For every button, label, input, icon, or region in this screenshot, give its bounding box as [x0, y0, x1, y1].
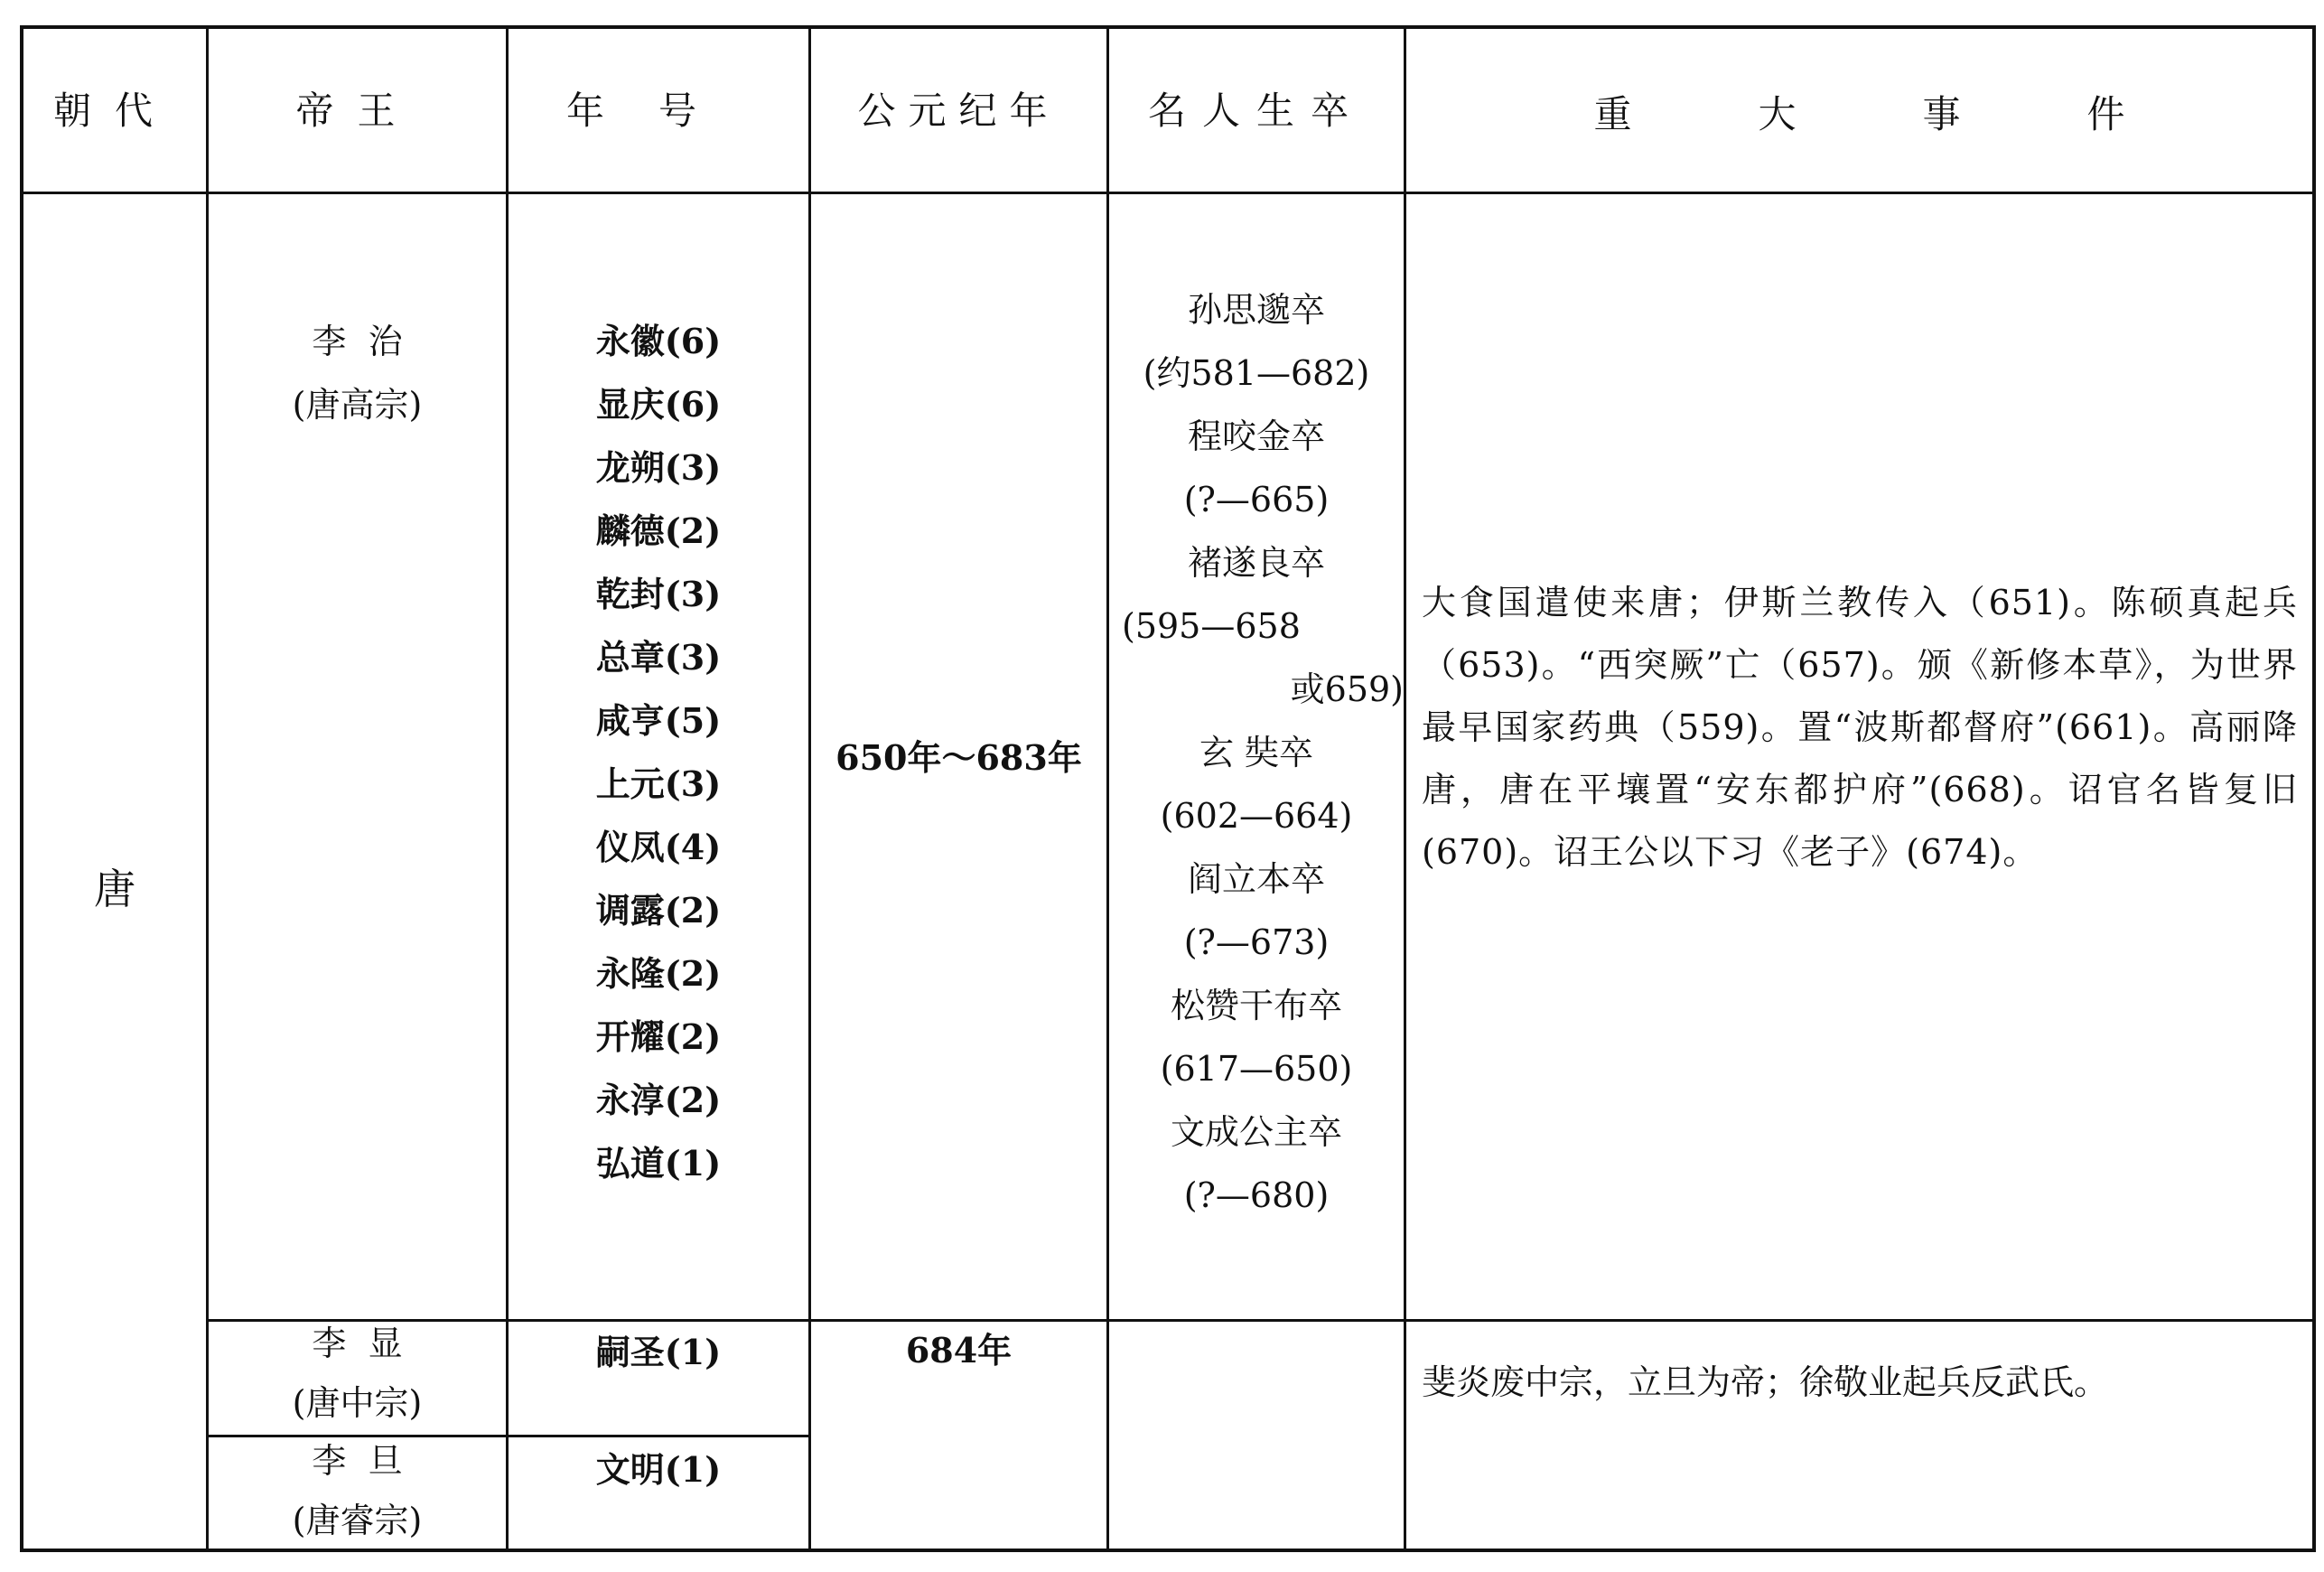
rule-left [20, 25, 23, 1551]
rule-header [20, 192, 2316, 194]
era-item: 显庆(6) [595, 384, 722, 425]
rule-right [2312, 25, 2316, 1551]
emperor-name: 李 治 [312, 322, 403, 361]
death-entry: 松赞干布卒 [1170, 986, 1342, 1025]
era-item: 开耀(2) [595, 1016, 722, 1057]
death-entry: (约581—682) [1143, 353, 1370, 393]
era-ruizong: 文明(1) [595, 1449, 722, 1490]
death-entry: (?—680) [1183, 1175, 1330, 1215]
emperor-name: 李 旦 [312, 1441, 403, 1481]
death-entry: (?—665) [1183, 480, 1330, 519]
death-entry: 阎立本卒 [1187, 859, 1325, 899]
death-entry: (602—664) [1160, 796, 1353, 836]
emperor-gaozong [209, 310, 506, 436]
death-entry: (617—650) [1160, 1049, 1353, 1089]
era-item: 调露(2) [595, 890, 722, 931]
era-item: 仪凤(4) [595, 827, 722, 867]
era-zhongzong: 嗣圣(1) [595, 1332, 722, 1372]
emperor-title: (唐睿宗) [292, 1501, 423, 1540]
rule-col-5 [1404, 25, 1406, 1551]
era-item: 总章(3) [595, 637, 722, 678]
header-famous-deaths: 名人生卒 [1147, 89, 1365, 133]
era-item: 上元(3) [595, 763, 722, 804]
era-item: 乾封(3) [595, 574, 722, 614]
rule-row-1 [206, 1319, 2316, 1322]
ce-years-gaozong: 650年～683年 [835, 737, 1082, 778]
header-era: 年号 [565, 89, 751, 133]
chronology-table [20, 25, 2316, 1551]
header-major-events: 重大事件 [1593, 92, 2252, 136]
death-entry: 文成公主卒 [1170, 1112, 1342, 1152]
era-item: 永徽(6) [595, 321, 722, 361]
death-entry: 褚遂良卒 [1187, 543, 1325, 583]
rule-top [20, 25, 2316, 29]
era-item: 弘道(1) [595, 1143, 722, 1184]
death-entry: (595—658 [1122, 606, 1301, 646]
events-zhongzong: 斐炎废中宗，立旦为帝；徐敬业起兵反武氏。 [1422, 1362, 2109, 1402]
header-dynasty: 朝代 [52, 89, 176, 133]
header-ce-years: 公元纪年 [857, 89, 1060, 133]
era-item: 咸亨(5) [595, 700, 722, 741]
death-entry: 玄 奘卒 [1199, 733, 1314, 772]
era-item: 麟德(2) [595, 510, 722, 551]
emperor-name: 李 显 [312, 1324, 403, 1363]
ce-years-zhongzong: 684年 [905, 1330, 1013, 1371]
death-entry: 孙思邈卒 [1187, 290, 1325, 330]
era-item: 永淳(2) [595, 1080, 722, 1120]
death-entry: 或659) [1290, 669, 1404, 709]
emperor-zhongzong [209, 1314, 506, 1433]
emperor-title: (唐中宗) [292, 1383, 423, 1423]
deaths-list [1109, 278, 1404, 1227]
death-entry: 程咬金卒 [1187, 416, 1325, 456]
era-item: 永隆(2) [595, 953, 722, 994]
era-list [509, 310, 808, 1195]
emperor-title: (唐高宗) [292, 385, 423, 425]
death-entry: (?—673) [1183, 922, 1330, 962]
events-gaozong: 大食国遣使来唐；伊斯兰教传入（651)。陈硕真起兵（653)。“西突厥”亡（657)。颁《新修本草》，为世界最早国家药典（559)。置“波斯都督府”(661)。高丽降唐，唐在平壤置“安东都护府”(668)。诏官名皆复旧(670)。诏王公以下习《老子》(674)。 [1422, 583, 2298, 872]
header-emperor: 帝王 [295, 89, 419, 133]
era-item: 龙朔(3) [595, 447, 722, 488]
emperor-ruizong [209, 1431, 506, 1550]
dynasty-name: 唐 [94, 865, 135, 913]
